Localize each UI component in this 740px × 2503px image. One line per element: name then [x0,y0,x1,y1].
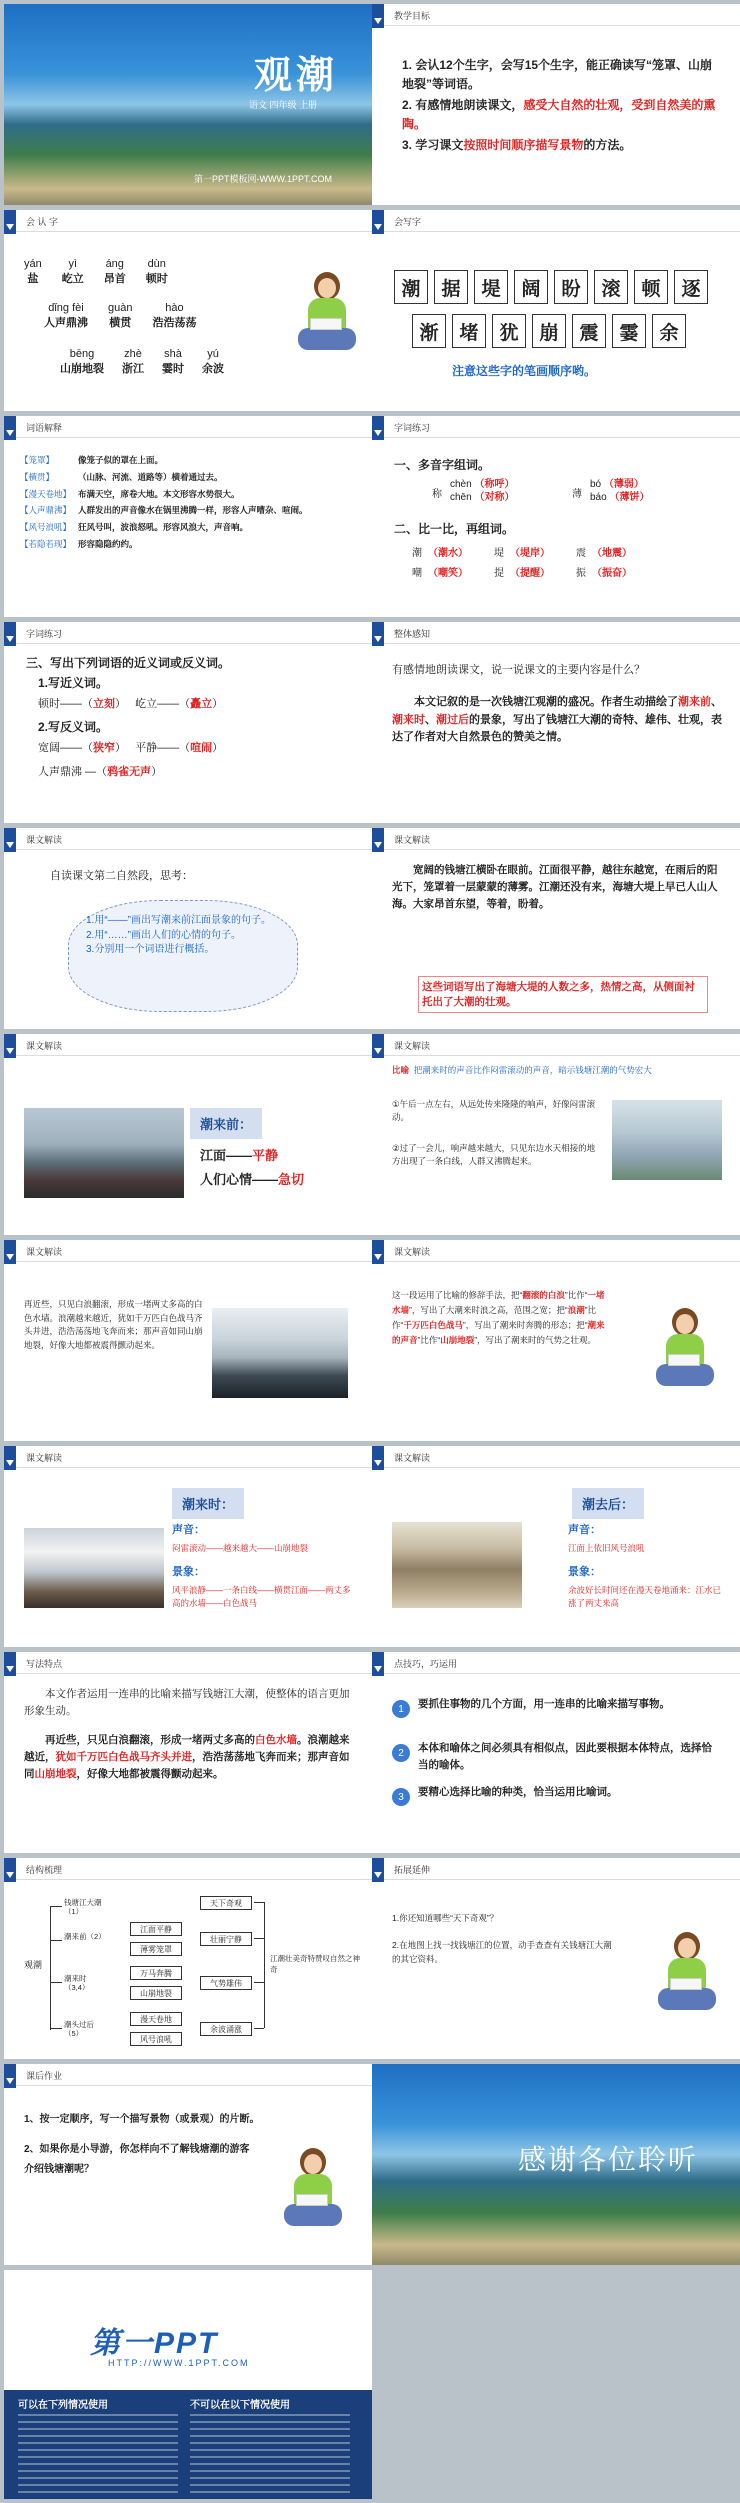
antonym-row-2: 人声鼎沸 —（鸦雀无声） [38,766,163,778]
slide-goals[interactable] [372,4,740,205]
sound-heading: 声音： [568,1524,601,1536]
slide-header: 字词练习 [26,629,63,639]
tree-leaf-1: 江面平静 [130,1922,182,1936]
reading-tasks: 1.用“——”画出写潮来前江面景象的句子。 2.用“……”画出人们的心情的句子。 3.分别用一个词语进行概括。 [86,915,271,955]
tree-leaf-3: 万马奔腾 [130,1966,182,1980]
header-marker-icon [372,1240,384,1264]
header-marker-icon [4,416,16,440]
slide-header: 课后作业 [26,2071,63,2081]
slide-synonyms[interactable] [4,622,372,823]
slide-credits[interactable] [4,2270,372,2499]
feature-text: 本文作者运用一连串的比喻来描写钱塘江大潮，使整体的语言更加形象生动。 [24,1688,350,1717]
slide-structure[interactable] [4,1858,372,2059]
extension-question-2: 2.在地图上找一找钱塘江的位置，动手查查有关钱塘江大潮的其它资料。 [392,1940,612,1965]
tree-conclusion: 江潮壮美奇特赞叹自然之神奇 [270,1954,360,1974]
reading-prompt: 自读课文第二自然段，思考： [50,870,193,882]
homework-1: 1、按一定顺序，写一个描写景物（或景观）的片断。 [24,2114,260,2125]
analysis-text: 这一段运用了比喻的修辞手法，把“翻滚的白浪”比作“一堵水墙”，写出了大潮来时浪之高，范围之宽；把“浪潮”比作“千万匹白色战马”，写出了潮来时奔腾的形态；把“潮来的声音”比作“山崩地裂”，写出了潮来时的气势之壮观。 [392,1290,605,1345]
after-tide-label: 潮去后： [572,1488,644,1519]
antonym-heading: 2.写反义词。 [38,720,109,734]
slide-tips[interactable] [372,1652,740,1853]
goal-2: 2. 有感情地朗读课文，感受大自然的壮观，受到自然美的熏陶。 [402,98,716,132]
tree-node-2: 潮来前（2） [64,1932,106,1941]
header-marker-icon [4,210,16,234]
tip-3: 要精心选择比喻的种类，恰当运用比喻词。 [418,1786,618,1798]
header-marker-icon [4,2064,16,2088]
compare-grid: 潮 （潮水） 堤 （堤岸） 震 （地震） 嘲 （嘲笑） 提 （提醒） 振 （振奋） [412,548,632,579]
synonym-row: 顿时——（立刻） 屹立——（矗立） [38,698,224,710]
write-char-row-2: 渐 堵 犹 崩 震 霎 余 [412,314,686,348]
reading-girl-illustration [652,1306,718,1396]
annotation-note: 这些词语写出了海塘大堤的人数之多，热情之高，从侧面衬托出了大潮的壮观。 [418,976,708,1013]
slide-header: 会 认 字 [26,217,59,227]
slide-title-text: 观潮 [254,55,339,97]
crowd-photo [24,1108,184,1198]
slide-watermark: 第一PPT模板网-WWW.1PPT.COM [194,174,332,184]
slide-header: 课文解读 [394,1453,431,1463]
exercise-title: 三、写出下列词语的近义词或反义词。 [26,656,231,670]
surge-photo [24,1528,164,1608]
tip-2-number: 2 [392,1744,410,1762]
metaphor-explain: 比喻 把潮来时的声音比作闷雷滚动的声音，暗示钱塘江潮的气势宏大 [392,1065,652,1075]
not-allowed-heading: 不可以在以下情况使用 [190,2400,290,2411]
tip-3-number: 3 [392,1788,410,1806]
antonym-row: 宽阔——（狭窄） 平静——（喧闹） [38,742,224,754]
slide-header: 词语解释 [26,423,63,433]
reading-girl-illustration [280,2146,346,2236]
reading-girl-illustration [654,1930,720,2020]
header-marker-icon [4,1652,16,1676]
tree-summary-3: 气势雄伟 [200,1976,252,1990]
during-tide-label: 潮来时： [172,1488,244,1519]
header-marker-icon [4,1446,16,1470]
tree-node-1: 钱塘江大潮（1） [64,1898,102,1916]
tip-2: 本体和喻体之间必须具有相似点，因此要根据本体特点，选择恰当的喻体。 [418,1742,712,1771]
credits-list-right [190,2414,350,2494]
paragraph-2: ②过了一会儿，响声越来越大，只见东边水天相接的地方出现了一条白线，人群又沸腾起来。 [392,1143,596,1167]
exercise-title-2: 二、比一比，再组词。 [394,522,515,536]
header-marker-icon [372,210,384,234]
overview-question: 有感情地朗读课文，说一说课文的主要内容是什么？ [392,664,645,676]
overview-answer: 本文记叙的是一次钱塘江观潮的盛况。作者生动描绘了潮来前、潮来时、潮过后的景象，写出了钱塘江大潮的奇特、雄伟、壮观，表达了作者对大自然景色的赞美之情。 [392,696,722,744]
tip-1-number: 1 [392,1700,410,1718]
tree-leaf-2: 薄雾笼罩 [130,1942,182,1956]
header-marker-icon [372,416,384,440]
slide-metaphor-sound[interactable] [372,1034,740,1235]
credits-list-left [18,2414,178,2494]
slide-header: 课文解读 [394,835,431,845]
tip-1: 要抓住事物的几个方面，用一连串的比喻来描写事物。 [418,1698,670,1710]
paragraph-text: 宽阔的钱塘江横卧在眼前。江面很平静，越往东越宽，在雨后的阳光下，笼罩着一层蒙蒙的薄雾。江潮还没有来，海塘大堤上早已人山人海。大家昂首东望，等着，盼着。 [392,864,718,910]
tree-summary-1: 天下奇观 [200,1896,252,1910]
paragraph-text: 再近些，只见白浪翻滚，形成一堵两丈多高的白色水墙。浪潮越来越近，犹如千万匹白色战马齐头并进，浩浩荡荡地飞奔而来；那声音如同山崩地裂，好像大地都被震得颤动起来。 [24,1299,203,1350]
slide-thanks[interactable] [372,2064,740,2265]
sound-values: 闷雷滚动——越来越大——山崩地裂 [172,1543,309,1553]
slide-header: 字词练习 [394,423,431,433]
goal-3: 3. 学习课文按照时间顺序描写景物的方法。 [402,138,632,152]
scene-values: 余波好长时间还在漫天卷地涌来：江水已涨了两丈来高 [568,1585,722,1608]
slide-paragraph-2[interactable] [372,828,740,1029]
slide-polyphone[interactable] [372,416,740,617]
slide-after-tide[interactable] [372,1446,740,1647]
slide-homework[interactable] [4,2064,372,2265]
vocab-list: 【笼罩】 像笼子似的罩在上面。 【横贯】 （山脉、河流、道路等）横着通过去。 【漫天卷地】 布满天空，席卷大地。本文形容水势很大。 【人声鼎沸】 人群发出的声音像水在锅里沸腾一样，形容人声嘈杂、喧闹。 【风号浪吼】 狂风号叫，波浪怒吼。形容风浪大，声音响。 【若隐若现】 形容隐隐约约。 [20,455,308,549]
slide-during-tide[interactable] [4,1446,372,1647]
polyphone-2: 薄 bó （薄弱） báo （薄饼） [572,479,650,503]
synonym-heading: 1.写近义词。 [38,676,109,690]
paragraph-1: ①午后一点左右，从远处传来隆隆的响声，好像闷雷滚动。 [392,1099,596,1123]
before-tide-row-1: 江面——平静 [200,1148,279,1163]
header-marker-icon [4,1858,16,1882]
brand-logo: 第一PPT [90,2327,219,2360]
slide-write-chars[interactable] [372,210,740,411]
before-tide-label: 潮来前： [190,1108,262,1139]
polyphone-1: 称 chèn （称呼） chēn （对称） [432,479,515,503]
header-marker-icon [372,1446,384,1470]
slide-subtitle: 语文 四年级 上册 [249,100,318,110]
homework-2: 2、如果你是小导游，你怎样向不了解钱塘潮的游客介绍钱塘潮呢？ [24,2144,250,2175]
tree-root: 观潮 [24,1960,43,1970]
stroke-order-note: 注意这些字的笔画顺序哟。 [452,364,597,378]
slide-tide-coming[interactable] [4,1240,372,1441]
slide-vocab[interactable] [4,416,372,617]
tree-summary-4: 余波涌涨 [200,2022,252,2036]
slide-header: 整体感知 [394,629,431,639]
header-marker-icon [4,1034,16,1058]
write-char-row-1: 潮 据 堤 阔 盼 滚 顿 逐 [394,270,708,304]
slide-header: 拓展延伸 [394,1865,431,1875]
header-marker-icon [372,828,384,852]
tree-leaf-5: 漫天卷地 [130,2012,182,2026]
slide-header: 写法特点 [26,1659,63,1669]
reading-girl-illustration [294,270,360,360]
slide-reading-task[interactable] [4,828,372,1029]
tree-node-3: 潮来时（3,4） [64,1974,90,1992]
slide-header: 课文解读 [26,1247,63,1257]
header-marker-icon [372,1652,384,1676]
slide-header: 课文解读 [394,1247,431,1257]
slide-header: 课文解读 [26,1453,63,1463]
river-photo [612,1100,722,1180]
scene-heading: 景象： [172,1566,205,1578]
slide-header: 课文解读 [394,1041,431,1051]
slide-extension[interactable] [372,1858,740,2059]
slide-title[interactable] [4,4,372,205]
slide-header: 会写字 [394,217,422,227]
header-marker-icon [372,1858,384,1882]
slide-recognize-chars[interactable] [4,210,372,411]
tree-node-4: 潮头过后（5） [64,2020,94,2038]
allowed-heading: 可以在下列情况使用 [18,2400,108,2411]
slide-header: 课文解读 [26,1041,63,1051]
beach-photo [392,1522,522,1608]
slide-metaphor-analysis[interactable] [372,1240,740,1441]
thanks-text: 感谢各位聆听 [518,2144,699,2175]
header-marker-icon [372,1034,384,1058]
goal-1: 1. 会认12个生字，会写15个生字，能正确读写“笼罩、山崩地裂”等词语。 [402,58,713,92]
slide-header: 教学目标 [394,11,431,21]
char-row-3: bēng 山崩地裂 zhè 浙江 shà 霎时 yú 余波 [60,348,224,375]
slide-before-tide[interactable] [4,1034,372,1235]
char-row-2: dǐng fèi 人声鼎沸 guàn 横贯 hào 浩浩荡荡 [44,302,197,329]
header-marker-icon [4,1240,16,1264]
sound-heading: 声音： [172,1524,205,1536]
slide-writing-features[interactable] [4,1652,372,1853]
slide-header: 结构梳理 [26,1865,63,1875]
slide-header: 点技巧，巧运用 [394,1659,458,1669]
slide-overview[interactable] [372,622,740,823]
scene-values: 风平浪静——一条白线——横贯江面——两丈多高的水墙——白色战马 [172,1585,351,1608]
header-marker-icon [372,4,384,28]
header-marker-icon [4,828,16,852]
header-marker-icon [4,622,16,646]
scene-heading: 景象： [568,1566,601,1578]
tree-leaf-6: 风号浪吼 [130,2032,182,2046]
before-tide-row-2: 人们心情——急切 [200,1172,305,1187]
extension-question-1: 1.你还知道哪些“天下奇观”？ [392,1913,499,1923]
sound-values: 江面上依旧风号浪吼 [568,1543,645,1553]
wave-crowd-photo [212,1308,348,1398]
tree-leaf-4: 山崩地裂 [130,1986,182,2000]
brand-url: HTTP://WWW.1PPT.COM [108,2358,250,2368]
header-marker-icon [372,622,384,646]
tree-summary-2: 壮丽宁静 [200,1932,252,1946]
feature-example: 再近些，只见白浪翻滚，形成一堵两丈多高的白色水墙。浪潮越来越近，犹如千万匹白色战马齐头并进，浩浩荡荡地飞奔而来；那声音如同山崩地裂，好像大地都被震得颤动起来。 [24,1734,350,1780]
char-row-1: yán 盐 yì 屹立 áng 昂首 dùn 顿时 [24,258,168,285]
slide-header: 课文解读 [26,835,63,845]
exercise-title-1: 一、多音字组词。 [394,458,491,472]
